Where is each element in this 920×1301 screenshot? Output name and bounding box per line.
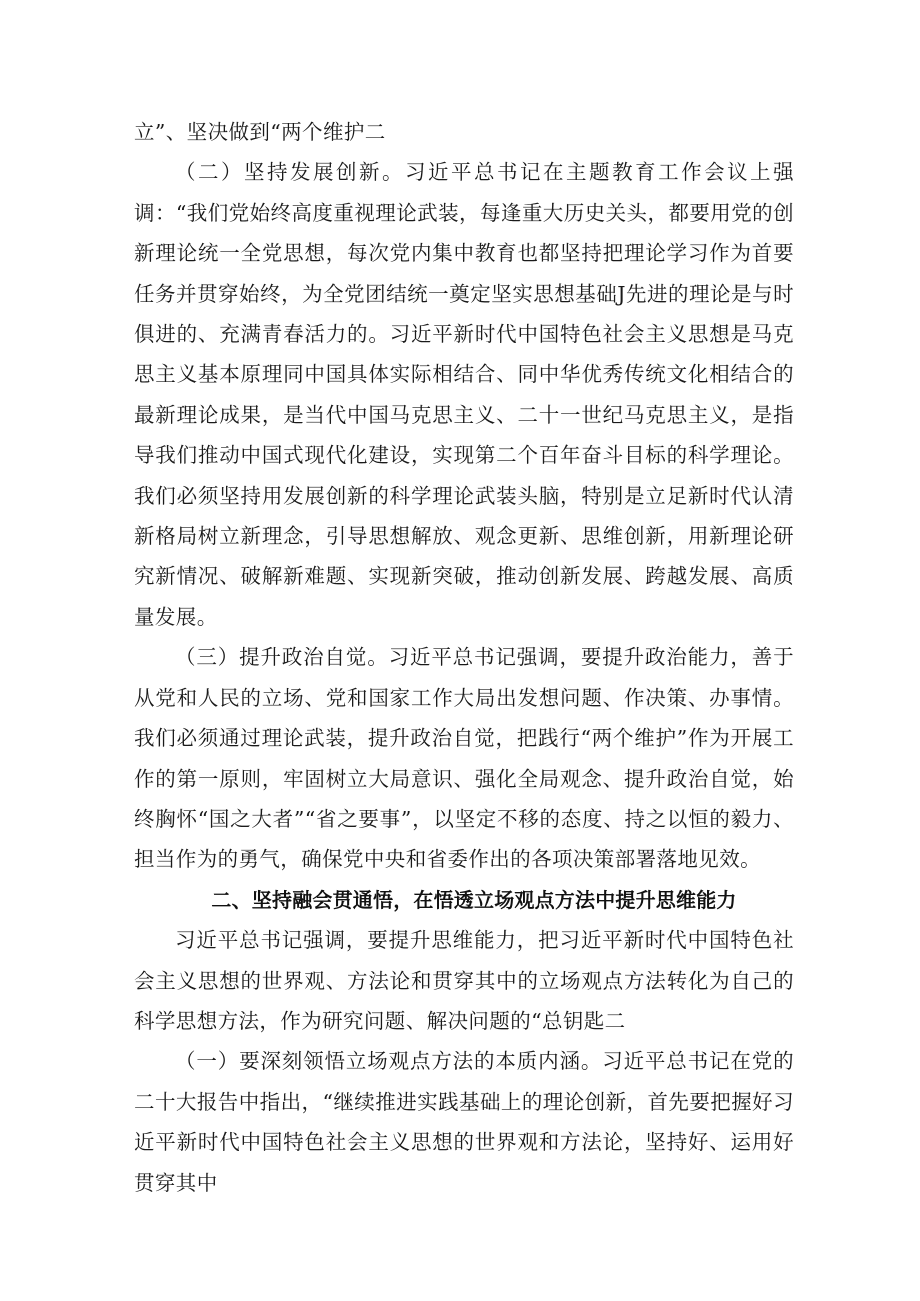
paragraph-political-awareness: （三）提升政治自觉。习近平总书记强调，要提升政治能力，善于从党和人民的立场、党和国家工作大局出发想问题、作决策、办事情。我们必须通过理论武装，提升政治自觉，把践行“两个维护”作为开展工作的第一原则，牢固树立大局意识、强化全局观念、提升政治自觉，始终胸怀“国之大者”“省之要事”，以坚定不移的态度、持之以恒的毅力、担当作为的勇气，确保党中央和省委作出的各项决策部署落地见效。 bbox=[134, 645, 794, 872]
paragraph-continuation: 立”、坚决做到“两个维护二 bbox=[134, 120, 386, 144]
document-page bbox=[134, 112, 794, 1203]
section-heading: 二、坚持融会贯通悟，在悟透立场观点方法中提升思维能力 bbox=[211, 887, 737, 912]
paragraph-essential-connotation: （一）要深刻领悟立场观点方法的本质内涵。习近平总书记在党的二十大报告中指出，“继续推进实践基础上的理论创新，首先要把握好习近平新时代中国特色社会主义思想的世界观和方法论，坚持好、运用好贯穿其中 bbox=[134, 1049, 794, 1195]
paragraph-development-innovation: （二）坚持发展创新。习近平总书记在主题教育工作会议上强调：“我们党始终高度重视理论武装，每逢重大历史关头，都要用党的创新理论统一全党思想，每次党内集中教育也都坚持把理论学习作为首要任务并贯穿始终，为全党团结统一奠定坚实思想基础J先进的理论是与时俱进的、充满青春活力的。习近平新时代中国特色社会主义思想是马克思主义基本原理同中国具体实际相结合、同中华优秀传统文化相结合的最新理论成果，是当代中国马克思主义、二十一世纪马克思主义，是指导我们推动中国式现代化建设，实现第二个百年奋斗目标的科学理论。我们必须坚持用发展创新的科学理论武装头脑，特别是立足新时代认清新格局树立新理念，引导思想解放、观念更新、思维创新，用新理论研究新情况、破解新难题、实现新突破，推动创新发展、跨越发展、高质量发展。 bbox=[134, 160, 794, 629]
paragraph-thinking-ability: 习近平总书记强调，要提升思维能力，把习近平新时代中国特色社会主义思想的世界观、方法论和贯穿其中的立场观点方法转化为自己的科学思想方法，作为研究问题、解决问题的“总钥匙二 bbox=[134, 928, 794, 1033]
